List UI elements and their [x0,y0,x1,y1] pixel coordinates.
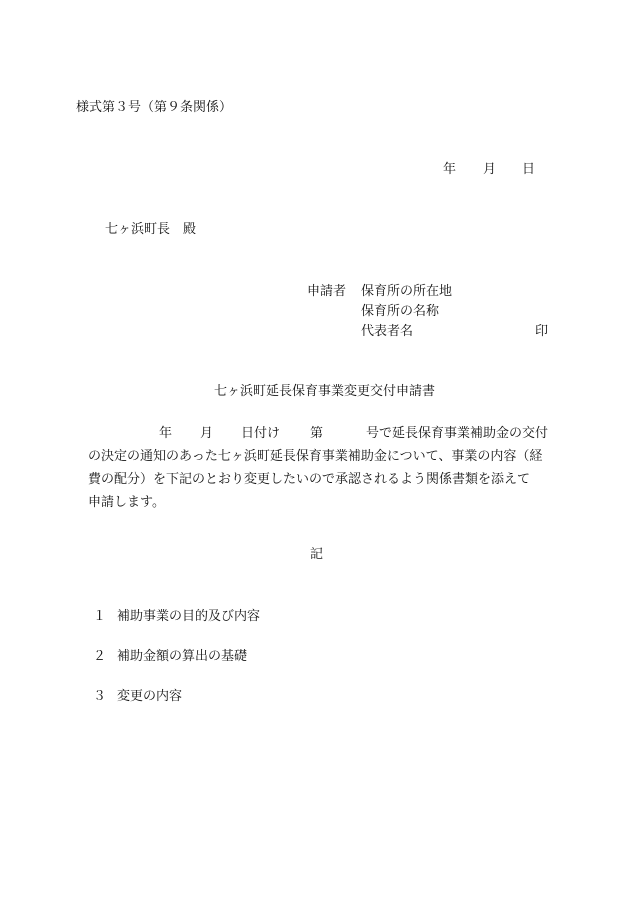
facility-name-label: 保育所の名称 [361,304,440,319]
item-number: ２ [93,649,107,664]
addressee: 七ヶ浜町長 殿 [105,222,197,237]
date-day: 日 [522,162,536,177]
facility-address-label: 保育所の所在地 [361,284,453,299]
date-year: 年 [443,162,457,177]
item-text: 補助金額の算出の基礎 [117,649,248,664]
body-year: 年 [159,426,173,441]
seal-mark: 印 [535,324,549,339]
item-text: 補助事業の目的及び内容 [117,609,261,624]
body-date-suffix: 日付け [241,426,281,441]
body-line1-rest: 号で延長保育事業補助金の交付 [366,426,549,441]
document-title: 七ヶ浜町延長保育事業変更交付申請書 [214,384,436,399]
item-number: １ [93,609,107,624]
date-month: 月 [483,162,497,177]
item-text: 変更の内容 [117,689,183,704]
body-line3: 費の配分）を下記のとおり変更したいので承認されるよう関係書類を添えて [88,472,531,487]
body-line2: の決定の通知のあった七ヶ浜町延長保育事業補助金について、事業の内容（経 [88,449,543,464]
body-number-prefix: 第 [310,426,324,441]
representative-label: 代表者名 [361,324,414,339]
body-line4: 申請します。 [88,495,165,510]
form-number: 様式第３号（第９条関係） [76,100,233,115]
body-month: 月 [200,426,214,441]
ki-heading: 記 [310,547,324,562]
applicant-label: 申請者 [307,284,347,299]
item-number: ３ [93,689,107,704]
